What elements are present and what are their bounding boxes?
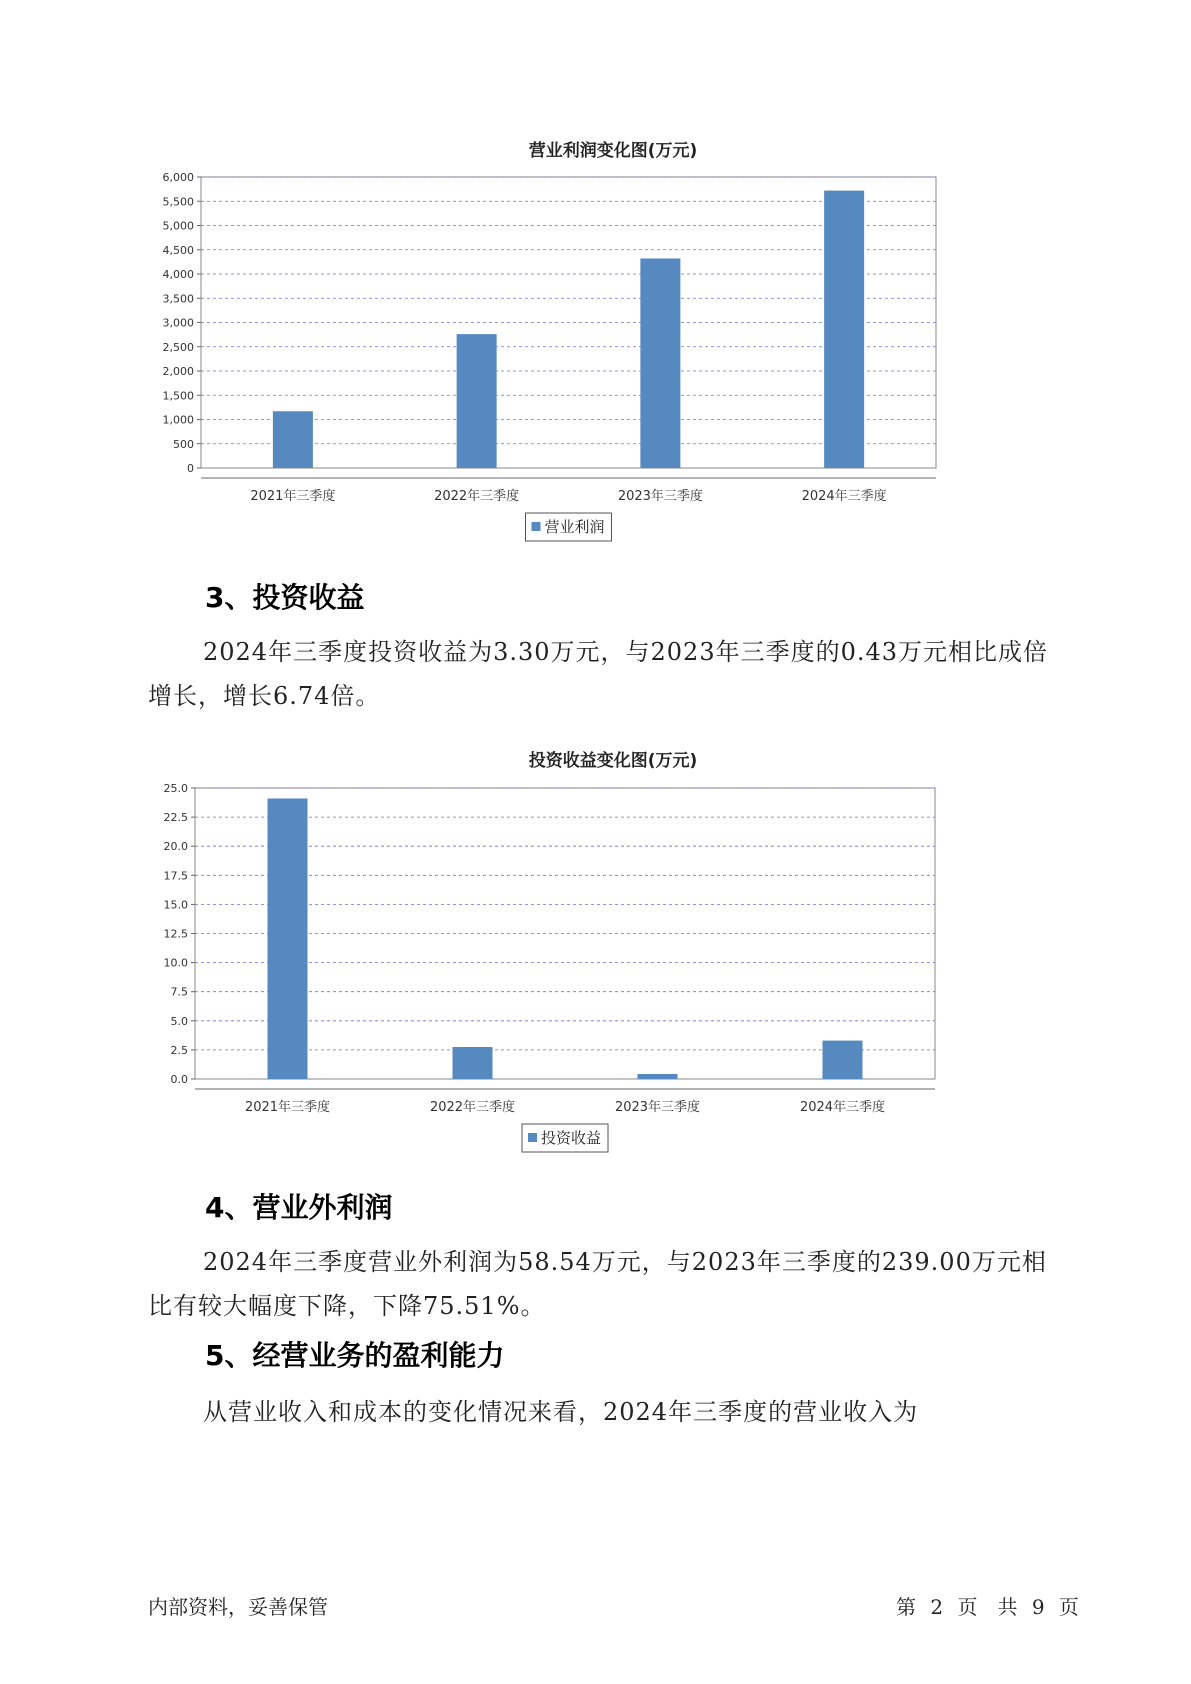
investment-heading: 3、投资收益	[205, 581, 365, 614]
y-tick-label: 4,000	[162, 268, 194, 281]
bar	[273, 411, 313, 468]
y-tick-label: 7.5	[170, 985, 188, 999]
bar	[640, 258, 680, 468]
page-current: 2	[930, 1595, 944, 1619]
x-tick-label: 2023年三季度	[617, 489, 703, 504]
y-tick-label: 17.5	[163, 869, 188, 883]
x-tick-label: 2022年三季度	[434, 489, 520, 504]
y-tick-label: 15.0	[163, 898, 188, 912]
y-tick-label: 4,500	[162, 243, 194, 257]
legend-label: 投资收益	[541, 1129, 602, 1147]
y-tick-label: 22.5	[163, 811, 188, 825]
profitability-paragraph: 从营业收入和成本的变化情况来看，2024年三季度的营业收入为	[203, 1398, 919, 1426]
legend-label: 营业利润	[544, 518, 605, 536]
y-tick-label: 1,000	[162, 413, 194, 427]
operating-profit-chart	[150, 138, 1040, 598]
y-tick-label: 1,500	[162, 389, 194, 403]
y-tick-label: 500	[173, 437, 194, 451]
non-operating-paragraph: 2024年三季度营业外利润为58.54万元，与2023年三季度的239.00万元相比有较大幅度下降，下降75.51%。	[148, 1248, 1047, 1320]
non-operating-heading: 4、营业外利润	[205, 1191, 393, 1224]
legend-swatch	[528, 1133, 537, 1142]
page-mid: 页 共	[957, 1595, 1018, 1619]
x-tick-label: 2023年三季度	[614, 1100, 701, 1115]
x-tick-label: 2021年三季度	[250, 489, 336, 504]
page-total: 9	[1031, 1595, 1045, 1619]
y-tick-label: 2,500	[162, 340, 194, 354]
chart-title: 投资收益变化图(万元)	[528, 751, 698, 771]
y-tick-label: 5.0	[170, 1014, 188, 1028]
y-tick-label: 0.0	[170, 1073, 188, 1086]
footer-page-number	[896, 1592, 1079, 1622]
y-tick-label: 3,000	[162, 316, 194, 330]
bar	[457, 334, 497, 468]
bar	[268, 798, 308, 1079]
legend-swatch	[532, 522, 541, 531]
profitability-heading: 5、经营业务的盈利能力	[205, 1339, 505, 1372]
investment-income-chart	[150, 748, 1040, 1168]
y-tick-label: 12.5	[163, 927, 188, 941]
page-prefix: 第	[896, 1595, 916, 1619]
y-tick-label: 2,000	[162, 365, 194, 378]
x-tick-label: 2024年三季度	[801, 489, 887, 504]
bar	[824, 191, 864, 468]
y-tick-label: 5,500	[162, 195, 194, 209]
bar	[638, 1074, 678, 1079]
y-tick-label: 5,000	[162, 219, 194, 233]
x-tick-label: 2021年三季度	[244, 1100, 331, 1115]
y-tick-label: 10.0	[163, 956, 188, 970]
y-tick-label: 3,500	[162, 292, 194, 306]
y-tick-label: 6,000	[162, 171, 194, 184]
investment-paragraph: 2024年三季度投资收益为3.30万元，与2023年三季度的0.43万元相比成倍增长，增长6.74倍。	[148, 638, 1049, 710]
footer-confidential-note: 内部资料，妥善保管	[148, 1595, 328, 1619]
page-suffix: 页	[1058, 1595, 1079, 1619]
bar	[453, 1047, 493, 1079]
x-tick-label: 2022年三季度	[429, 1100, 516, 1115]
y-tick-label: 0	[187, 462, 194, 475]
x-tick-label: 2024年三季度	[799, 1100, 886, 1115]
operating-profit-chart-svg	[150, 138, 1040, 598]
bar	[823, 1041, 863, 1079]
y-tick-label: 20.0	[163, 840, 188, 854]
y-tick-label: 2.5	[170, 1043, 188, 1057]
y-tick-label: 25.0	[163, 782, 188, 795]
investment-income-chart-svg	[150, 748, 1040, 1168]
chart-title: 营业利润变化图(万元)	[528, 141, 698, 161]
